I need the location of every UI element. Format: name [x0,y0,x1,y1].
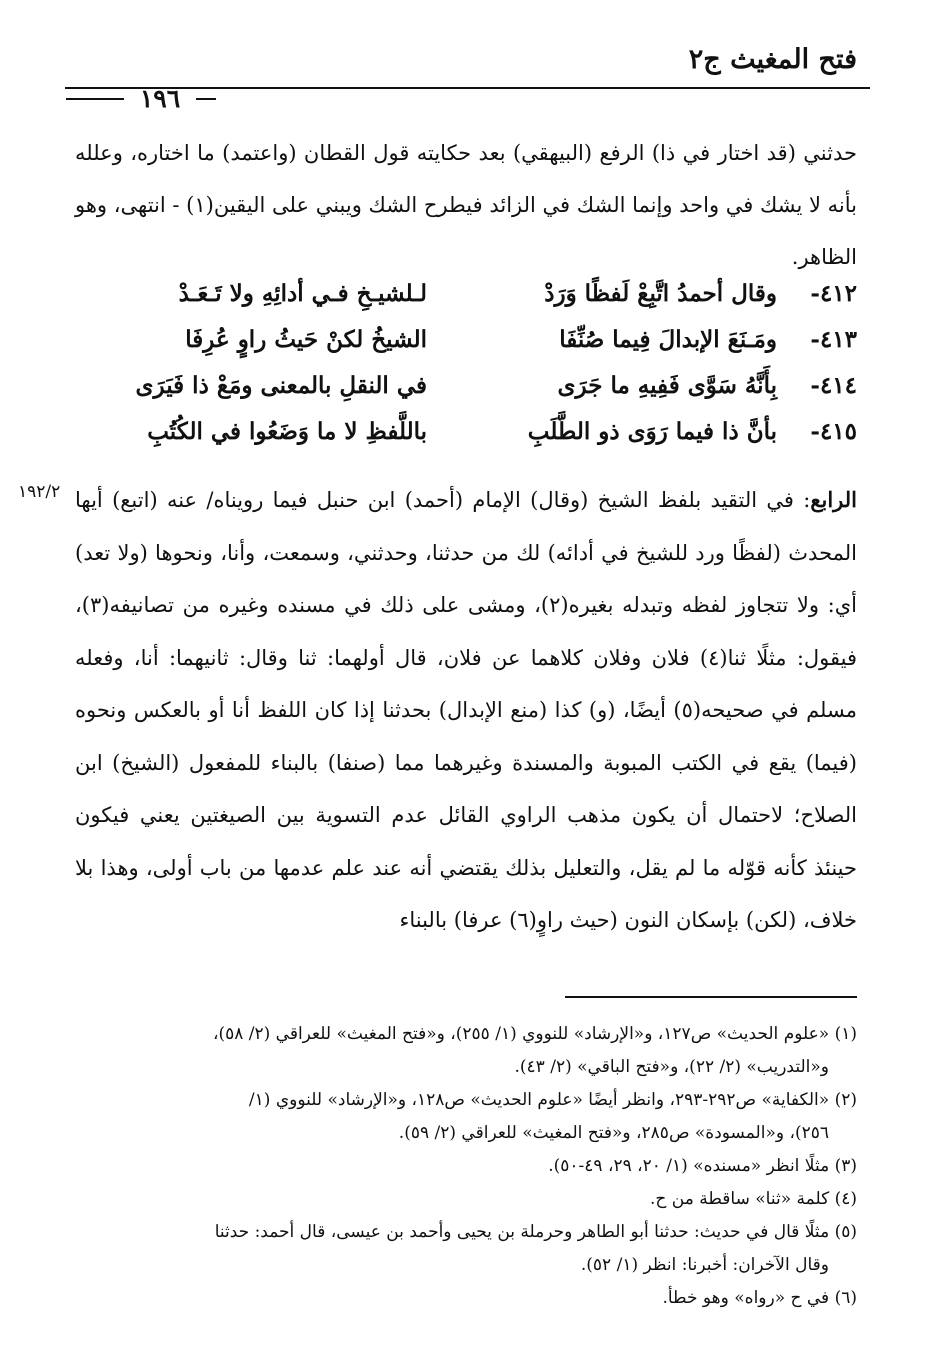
verse-first-hemistich: بِأَنَّهُ سَوَّى فَفِيهِ ما جَرَى [557,372,777,399]
verse-line [75,372,857,418]
page-number: ١٩٦ [139,84,181,113]
verse-block [75,280,857,464]
footnote-rule [565,996,857,998]
verse-first-hemistich: وقال أحمدُ اتَّبِعْ لَفظًا وَرَدْ [544,280,777,307]
page-number-dash-right [196,98,216,100]
footnote [75,1216,857,1282]
footnote-text: (٢) «الكفاية» ص٢٩٢-٢٩٣، وانظر أيضًا «علوم الحديث» ص١٢٨، و«الإرشاد» للنووي (١/ [248,1090,857,1110]
footnote-continuation: وقال الآخران: أخبرنا: انظر (١/ ٥٢). [580,1255,829,1275]
footnote-text: (٣) مثلًا انظر «مسنده» (١/ ٢٠، ٢٩، ٤٩-٥٠). [548,1156,857,1176]
verse-second-hemistich: الشيخُ لكنْ حَيثُ راوٍ عُرِفَا [185,326,427,353]
verse-line [75,418,857,464]
footnote-continuation: و«التدريب» (٢/ ٢٢)، و«فتح الباقي» (٢/ ٤٣). [514,1057,829,1077]
verse-number: ٤١٣- [810,326,857,353]
intro-paragraph [75,127,857,283]
page-number-block [66,86,216,112]
footnote [75,1282,857,1315]
verse-second-hemistich: لـلشيـخِ فـي أدائِهِ ولا تَـعَـدْ [178,280,427,307]
verse-number: ٤١٥- [810,418,857,445]
verse-number: ٤١٤- [810,372,857,399]
footnote-text: (٤) كلمة «ثنا» ساقطة من ح. [650,1189,857,1209]
footnote [75,1018,857,1084]
verse-line [75,280,857,326]
verse-first-hemistich: بأنَّ ذا فيما رَوَى ذو الطَّلَبِ [527,418,777,445]
verse-second-hemistich: باللَّفظِ لا ما وَضَعُوا في الكُتُبِ [147,418,427,445]
footnote-continuation: ٢٥٦)، و«المسودة» ص٢٨٥، و«فتح المغيث» للعراقي (٢/ ٥٩). [398,1123,829,1143]
commentary-paragraph [75,474,857,947]
intro-text: حدثني (قد اختار في ذا) الرفع (البيهقي) بعد حكايته قول القطان (واعتمد) ما اختاره، وعلله بأنه لا يشك في واحد وإنما الشك في الزائد فيطرح الشك ويبني على اليقين(١) - انتهى، وهو الظاهر. [75,141,857,269]
footnote-text: (٦) في ح «رواه» وهو خطأ. [662,1288,857,1308]
running-title: فتح المغيث ج٢ [688,44,857,75]
verse-number: ٤١٢- [810,280,857,307]
footnote [75,1150,857,1183]
commentary-text [75,474,857,947]
lead-term: الرابع [810,487,857,512]
verse-first-hemistich: ومَـنَعَ الإبدالَ فِيما صُنِّفَا [559,326,777,353]
margin-reference: ١٩٢/٢ [18,482,61,502]
page-number-dash-left [66,98,124,100]
verse-line [75,326,857,372]
verse-second-hemistich: في النقلِ بالمعنى ومَعْ ذا فَيَرَى [135,372,427,399]
footnote [75,1084,857,1150]
footnote [75,1183,857,1216]
footnote-text: (١) «علوم الحديث» ص١٢٧، و«الإرشاد» للنووي (١/ ٢٥٥)، و«فتح المغيث» للعراقي (٢/ ٥٨)، [212,1024,857,1044]
footnotes [75,1018,857,1315]
commentary-body: : في التقيد بلفظ الشيخ (وقال) الإمام (أحمد) ابن حنبل فيما رويناه/ عنه (اتبع) أيها المحدث (لفظًا ورد للشيخ في أدائه) لك من حدثنا، وحدثني، وسمعت، وأنا، ونحوها (ولا تعد) أي: ولا تتجاوز لفظه وتبدله بغيره(٢)، ومشى على ذلك في مسنده وغيره من تصانيفه(٣)، فيقول: مثلًا ثنا(٤) فلان وفلان كلاهما عن فلان، قال أولهما: ثنا وقال: ثانيهما: أنا، وفعله مسلم في صحيحه(٥) أيضًا، (و) كذا (منع الإبدال) بحدثنا إذا كان اللفظ أنا أو بالعكس ونحوه (فيما) يقع في الكتب المبوبة والمسندة وغيرهما مما (صنفا) بالبناء للمفعول (الشيخ) ابن الصلاح؛ لاحتمال أن يكون مذهب الراوي القائل عدم التسوية بين الصيغتين يعني فيكون حينئذ كأنه قوّله ما لم يقل، والتعليل بذلك يقتضي أنه عند علم عدمها من باب أولى، وهذا بلا خلاف، (لكن) بإسكان النون (حيث راوٍ(٦) عرفا) بالبناء [75,488,858,932]
footnote-text: (٥) مثلًا قال في حديث: حدثنا أبو الطاهر وحرملة بن يحيى وأحمد بن عيسى، قال أحمد: حدثنا [214,1222,857,1242]
